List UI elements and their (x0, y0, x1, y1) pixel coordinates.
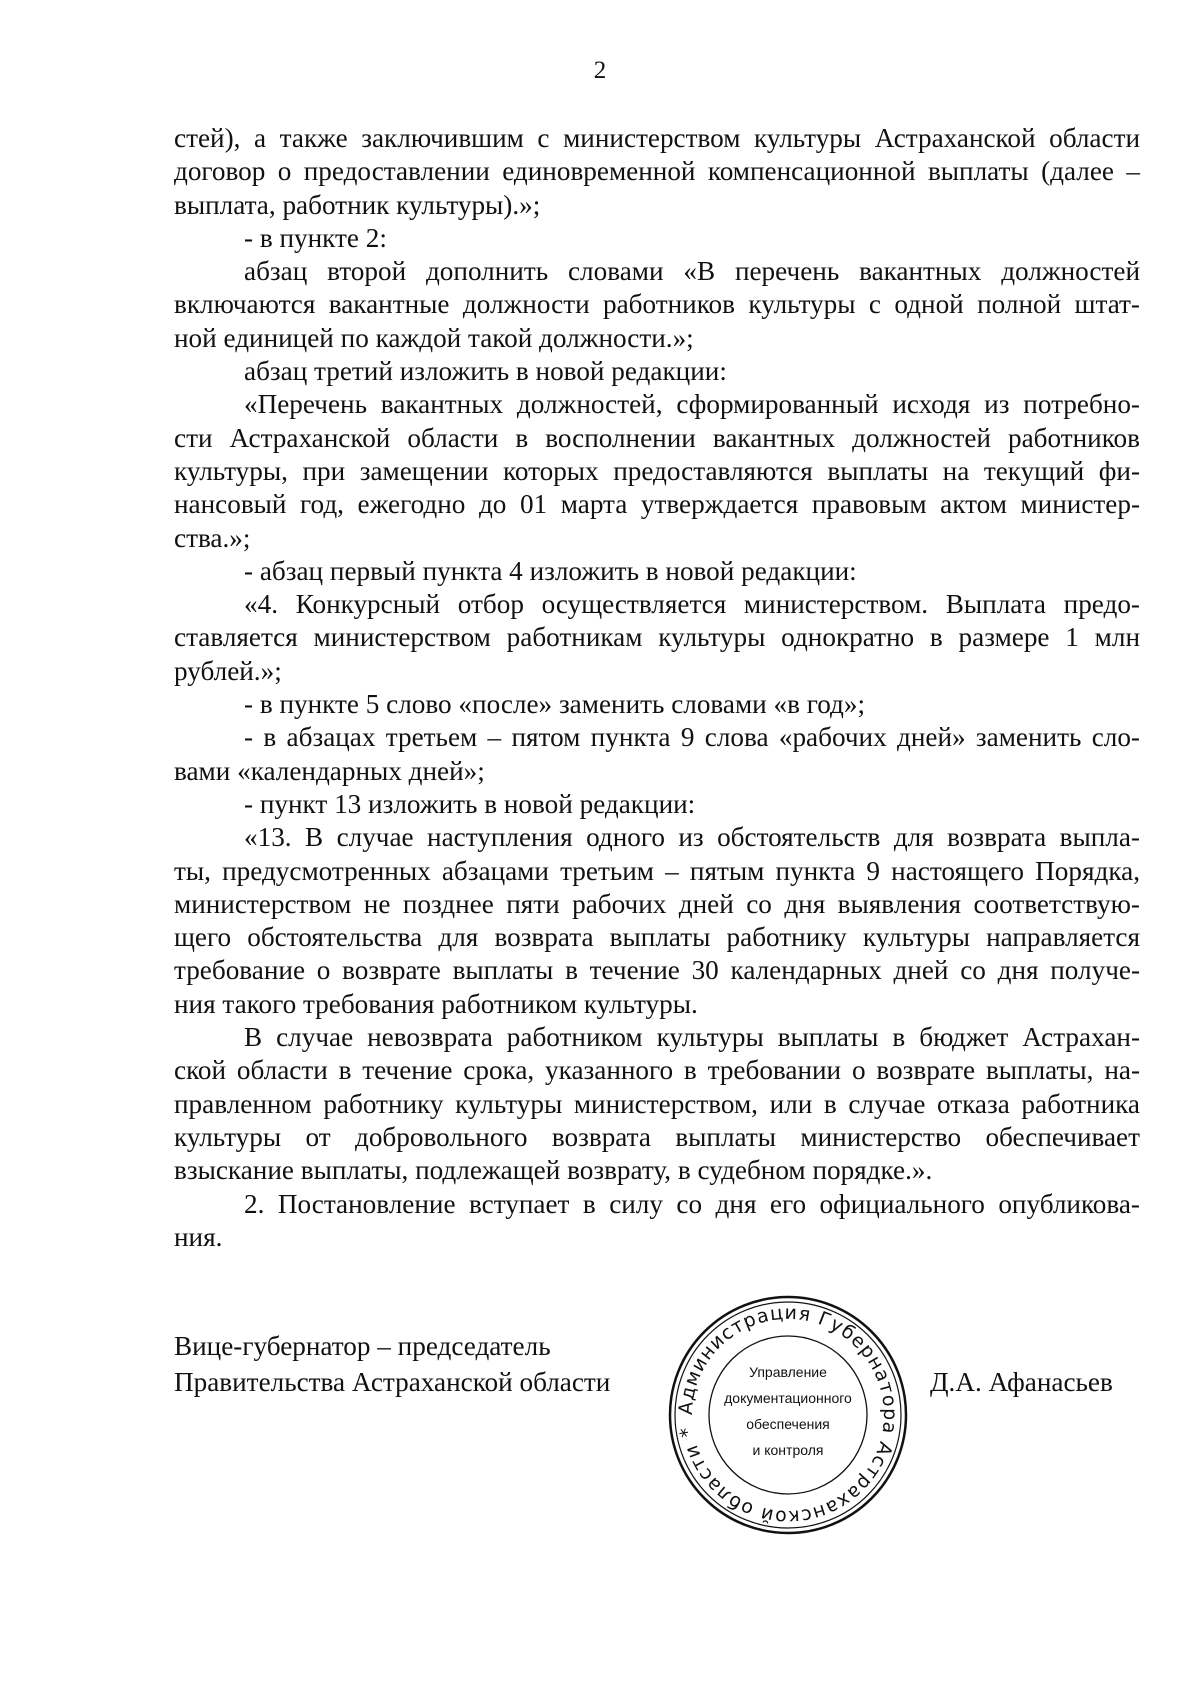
paragraph-11-l4: щего обстоятельства для возврата выплаты работнику культуры направляется (174, 922, 1140, 953)
paragraph-7-l3: рублей.»; (174, 655, 282, 686)
paragraph-12: В случае невозврата работником культуры выплаты в бюджет Астрахан- (244, 1022, 1140, 1053)
stamp-outer-ring (670, 1297, 906, 1533)
paragraph-3-end: ной единицей по каждой такой должности.»; (174, 322, 694, 353)
official-stamp (666, 1293, 910, 1537)
paragraph-12-l4: культуры от добровольного возврата выплаты министерство обеспечивает (174, 1121, 1140, 1152)
paragraph-9: - в абзацах третьем – пятом пункта 9 слова «рабочих дней» заменить сло- (244, 722, 1140, 753)
paragraph-5-l3: культуры, при замещении которых предоставляются выплаты на текущий фи- (174, 455, 1140, 486)
stamp-circular-text: Администрация Губернатора Астраханской области * (674, 1301, 902, 1529)
paragraph-12-l5: взыскание выплаты, подлежащей возврату, в судебном порядке.». (174, 1155, 933, 1186)
paragraph-13: 2. Постановление вступает в силу со дня его официального опубликова- (244, 1188, 1140, 1219)
paragraph-5-l4: нансовый год, ежегодно до 01 марта утверждается правовым актом министер- (174, 489, 1140, 520)
paragraph-10: - пункт 13 изложить в новой редакции: (244, 788, 696, 819)
paragraph-12-l3: правленном работнику культуры министерством, или в случае отказа работника (174, 1088, 1140, 1119)
stamp-inner-line-4: и контроля (752, 1442, 824, 1458)
paragraph-7: «4. Конкурсный отбор осуществляется министерством. Выплата предо- (244, 589, 1140, 620)
paragraph-11: «13. В случае наступления одного из обстоятельств для возврата выпла- (244, 822, 1140, 853)
stamp-inner-ring (709, 1336, 867, 1494)
paragraph-9-l2: вами «календарных дней»; (174, 755, 485, 786)
signer-title-line-1: Вице-губернатор – председатель (174, 1331, 551, 1361)
paragraph-2: - в пункте 2: (244, 222, 387, 253)
paragraph-11-l3: министерством не позднее пяти рабочих дней со дня выявления соответствую- (174, 888, 1140, 919)
paragraph-5: «Перечень вакантных должностей, сформированный исходя из потребно- (244, 389, 1140, 420)
paragraph-4: абзац третий изложить в новой редакции: (244, 356, 727, 387)
signer-name: Д.А. Афанасьев (930, 1367, 1113, 1397)
page-number: 2 (593, 57, 607, 84)
paragraph-12-l2: ской области в течение срока, указанного в требовании о возврате выплаты, на- (174, 1055, 1140, 1086)
paragraph-8: - в пункте 5 слово «после» заменить словами «в год»; (244, 689, 866, 720)
paragraph-13-l2: ния. (174, 1221, 223, 1252)
paragraph-7-l2: ставляется министерством работникам культуры однократно в размере 1 млн (174, 622, 1140, 653)
stamp-inner-line-1: Управление (749, 1364, 827, 1380)
stamp-inner-line-3: обеспечения (746, 1416, 830, 1432)
stamp-inner-line-2: документационного (724, 1390, 852, 1406)
paragraph-11-l6: ния такого требования работником культуры. (174, 988, 698, 1019)
paragraph-5-l2: сти Астраханской области в восполнении вакантных должностей работников (174, 422, 1140, 453)
paragraph-1-end: выплата, работник культуры).»; (174, 189, 541, 220)
paragraph-1: стей), а также заключившим с министерством культуры Астраханской области договор о предоставлении единовременной компенсационной выплаты (далее – (174, 123, 1140, 187)
signer-title-line-2: Правительства Астраханской области (174, 1367, 611, 1397)
signature-position (174, 1328, 610, 1400)
document-body (174, 122, 1140, 1254)
paragraph-5-l5: ства.»; (174, 522, 251, 553)
paragraph-11-l5: требование о возврате выплаты в течение 30 календарных дней со дня получе- (174, 955, 1140, 986)
paragraph-11-l2: ты, предусмотренных абзацами третьим – пятым пункта 9 настоящего Порядка, (174, 855, 1140, 886)
paragraph-3: абзац второй дополнить словами «В перечень вакантных должностей включаются вакантные должности работников культуры с одной полной штат- (174, 256, 1140, 320)
paragraph-6: - абзац первый пункта 4 изложить в новой редакции: (244, 555, 857, 586)
